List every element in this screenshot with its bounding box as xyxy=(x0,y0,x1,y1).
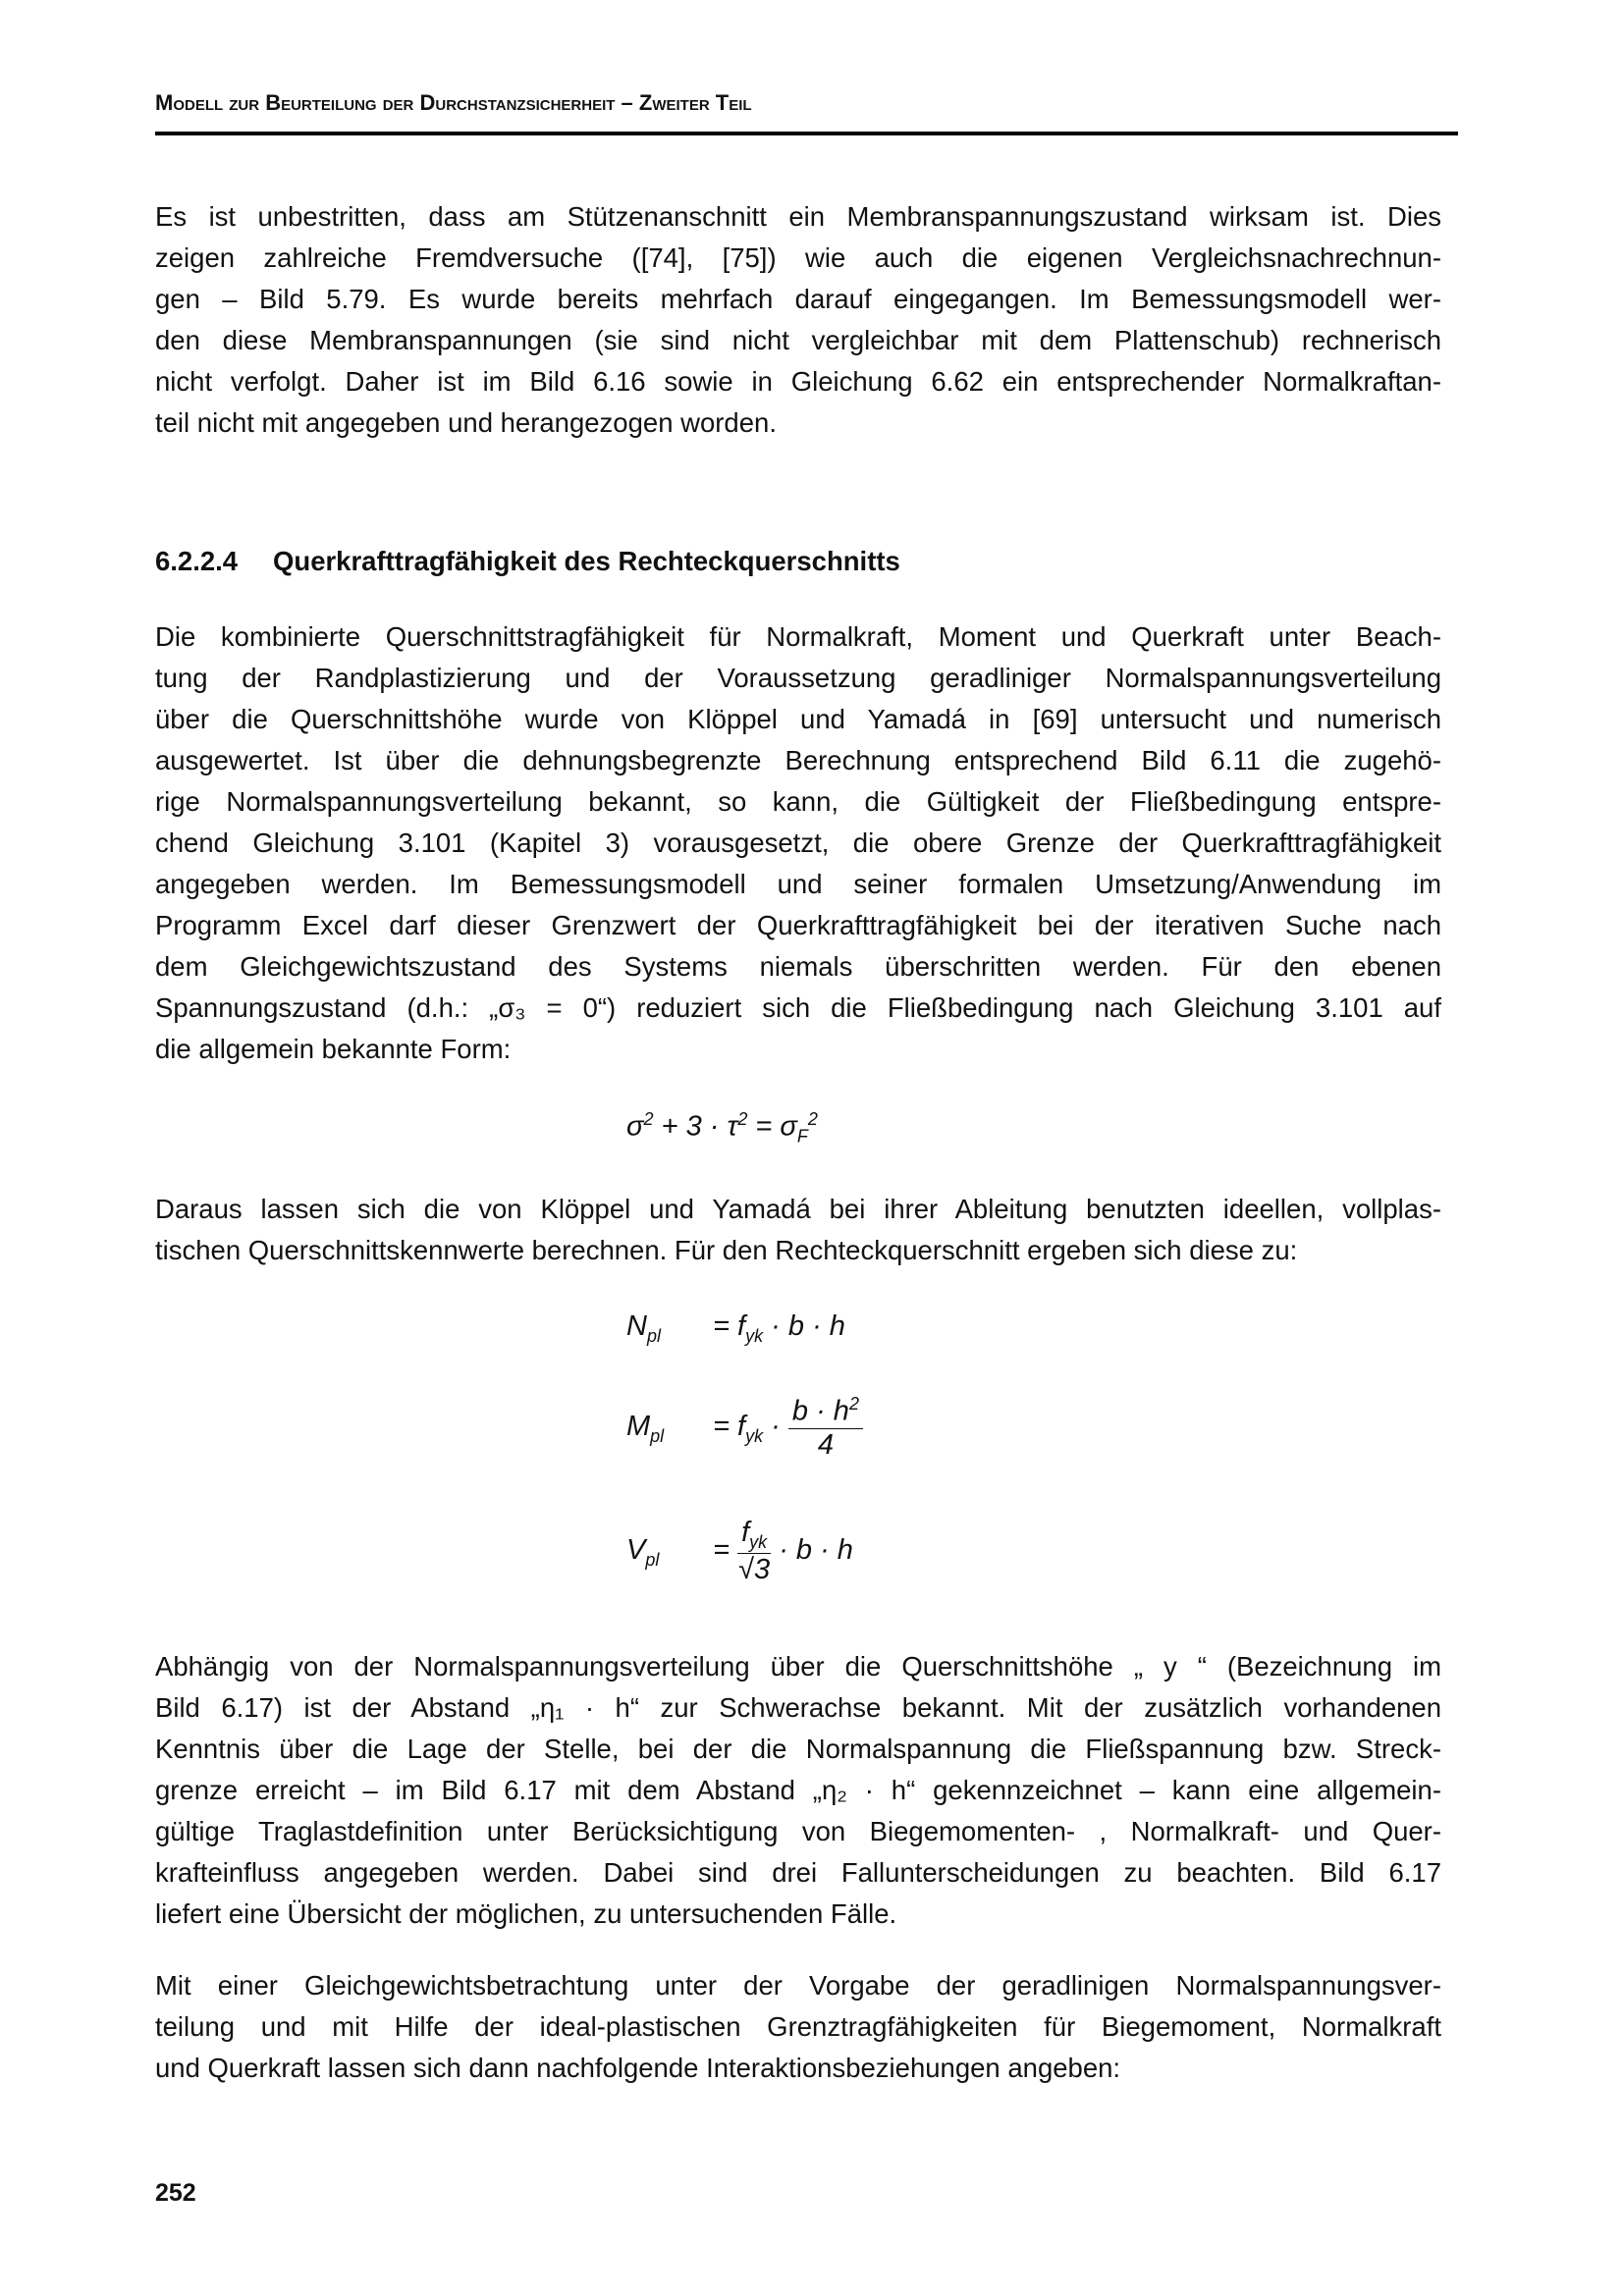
eq-lhs: V xyxy=(626,1534,646,1567)
page-number: 252 xyxy=(155,2179,196,2207)
eq-exp: 2 xyxy=(848,1394,859,1414)
text-line: Es ist unbestritten, dass am Stützenanschnitt ein Membranspannungszustand wirksam ist. Dies xyxy=(155,201,1441,232)
text-line: Programm Excel darf dieser Grenzwert der Querkrafttragfähigkeit bei der iterativen Suche nach xyxy=(155,910,1441,940)
text-line: nicht verfolgt. Daher ist im Bild 6.16 sowie in Gleichung 6.62 ein entsprechender Normalkraftan- xyxy=(155,366,1441,397)
text-line: chend Gleichung 3.101 (Kapitel 3) vorausgesetzt, die obere Grenze der Querkrafttragfähigkeit xyxy=(155,828,1441,858)
eq-plus: + xyxy=(661,1110,678,1143)
text-line: Mit einer Gleichgewichtsbetrachtung unter der Vorgabe der geradlinigen Normalspannungsver- xyxy=(155,1970,1441,2001)
eq-sigma: σ xyxy=(626,1110,644,1143)
text-line: Daraus lassen sich die von Klöppel und Yamadá bei ihrer Ableitung benutzten ideellen, vollplas- xyxy=(155,1194,1441,1224)
eq-rhs: = f xyxy=(713,1310,746,1342)
header-rule xyxy=(155,132,1458,135)
text-line: tung der Randplastizierung und der Voraussetzung geradliniger Normalspannungsverteilung xyxy=(155,663,1441,693)
text-line: liefert eine Übersicht der möglichen, zu untersuchenden Fälle. xyxy=(155,1898,897,1929)
text-line: die allgemein bekannte Form: xyxy=(155,1034,512,1064)
fraction xyxy=(788,1394,863,1462)
text-line: tischen Querschnittskennwerte berechnen. Für den Rechteckquerschnitt ergeben sich diese zu: xyxy=(155,1235,1298,1265)
eq-sub: pl xyxy=(646,1325,661,1346)
text-line: Spannungszustand (d.h.: „σ₃ = 0“) reduziert sich die Fließbedingung nach Gleichung 3.101 auf xyxy=(155,992,1441,1023)
text-line: zeigen zahlreiche Fremdversuche ([74], [75]) wie auch die eigenen Vergleichsnachrechnun- xyxy=(155,242,1441,273)
text-line: krafteinfluss angegeben werden. Dabei sind drei Fallunterscheidungen zu beachten. Bild 6.17 xyxy=(155,1857,1441,1888)
text-line: gen – Bild 5.79. Es wurde bereits mehrfach darauf eingegangen. Im Bemessungsmodell wer- xyxy=(155,284,1441,314)
running-header: Modell zur Beurteilung der Durchstanzsicherheit – Zweiter Teil xyxy=(155,90,752,115)
eq-num: b · h xyxy=(791,1395,849,1427)
eq-exp: 2 xyxy=(737,1109,748,1129)
paragraph-querschnitt xyxy=(155,616,1441,1070)
eq-sub: pl xyxy=(645,1549,660,1570)
section-heading xyxy=(155,546,900,577)
eq-equals: = xyxy=(713,1534,730,1567)
eq-dot: · xyxy=(763,1410,781,1442)
eq-den: √3 xyxy=(738,1553,771,1585)
eq-sub: F xyxy=(796,1126,808,1147)
eq-lhs: N xyxy=(626,1310,647,1342)
equation-vpl xyxy=(626,1517,853,1586)
eq-num: f xyxy=(741,1517,750,1548)
text-line: ausgewertet. Ist über die dehnungsbegrenzte Berechnung entsprechend Bild 6.11 die zugehö- xyxy=(155,745,1441,775)
eq-sub: pl xyxy=(650,1425,665,1446)
text-line: und Querkraft lassen sich dann nachfolgende Interaktionsbeziehungen angeben: xyxy=(155,2053,1121,2083)
equation-mpl xyxy=(626,1394,863,1462)
eq-tau: 3 · τ xyxy=(685,1110,738,1143)
text-line: angegeben werden. Im Bemessungsmodell und seiner formalen Umsetzung/Anwendung im xyxy=(155,869,1441,899)
eq-rhs: = f xyxy=(713,1410,746,1442)
text-line: Die kombinierte Querschnittstragfähigkeit für Normalkraft, Moment und Querkraft unter Beach- xyxy=(155,621,1441,652)
text-line: grenze erreicht – im Bild 6.17 mit dem Abstand „η₂ · h“ gekennzeichnet – kann eine allgemein- xyxy=(155,1775,1441,1805)
eq-sub: yk xyxy=(745,1425,764,1446)
paragraph-kennwerte xyxy=(155,1189,1441,1271)
eq-exp: 2 xyxy=(643,1109,654,1129)
paragraph-gleichgewicht xyxy=(155,1965,1441,2089)
eq-rest: · b · h xyxy=(779,1534,853,1567)
text-line: gültige Traglastdefinition unter Berücksichtigung von Biegemomenten- , Normalkraft- und Quer- xyxy=(155,1816,1441,1846)
paragraph-membrane xyxy=(155,196,1441,444)
text-line: Bild 6.17) ist der Abstand „η₁ · h“ zur Schwerachse bekannt. Mit der zusätzlich vorhandenen xyxy=(155,1692,1441,1723)
eq-equals: = xyxy=(755,1110,773,1143)
text-line: Kenntnis über die Lage der Stelle, bei der die Normalspannung die Fließspannung bzw. Streck- xyxy=(155,1734,1441,1764)
equation-yield-condition xyxy=(626,1109,818,1147)
text-line: dem Gleichgewichtszustand des Systems niemals überschritten werden. Für den ebenen xyxy=(155,951,1441,982)
text-line: Abhängig von der Normalspannungsverteilung über die Querschnittshöhe „ y “ (Bezeichnung im xyxy=(155,1651,1441,1682)
eq-lhs: M xyxy=(626,1410,651,1442)
equation-npl xyxy=(626,1310,845,1347)
text-line: teil nicht mit angegeben und herangezogen worden. xyxy=(155,407,777,438)
text-line: rige Normalspannungsverteilung bekannt, so kann, die Gültigkeit der Fließbedingung entspre- xyxy=(155,786,1441,817)
eq-sigma-f: σ xyxy=(780,1110,797,1143)
text-line: über die Querschnittshöhe wurde von Klöppel und Yamadá in [69] untersucht und numerisch xyxy=(155,704,1441,734)
paragraph-abhaengigkeit xyxy=(155,1646,1441,1935)
eq-exp: 2 xyxy=(807,1109,818,1129)
text-line: den diese Membranspannungen (sie sind nicht vergleichbar mit dem Plattenschub) rechnerisch xyxy=(155,325,1441,355)
eq-sub: yk xyxy=(749,1531,768,1552)
eq-sub: yk xyxy=(745,1325,764,1346)
text-line: teilung und mit Hilfe der ideal-plastischen Grenztragfähigkeiten für Biegemoment, Normalkraft xyxy=(155,2011,1441,2042)
section-title: Querkrafttragfähigkeit des Rechteckquerschnitts xyxy=(273,546,900,576)
section-number: 6.2.2.4 xyxy=(155,546,239,576)
eq-rest: · b · h xyxy=(763,1310,845,1342)
fraction xyxy=(737,1517,771,1586)
eq-den: 4 xyxy=(817,1428,834,1461)
